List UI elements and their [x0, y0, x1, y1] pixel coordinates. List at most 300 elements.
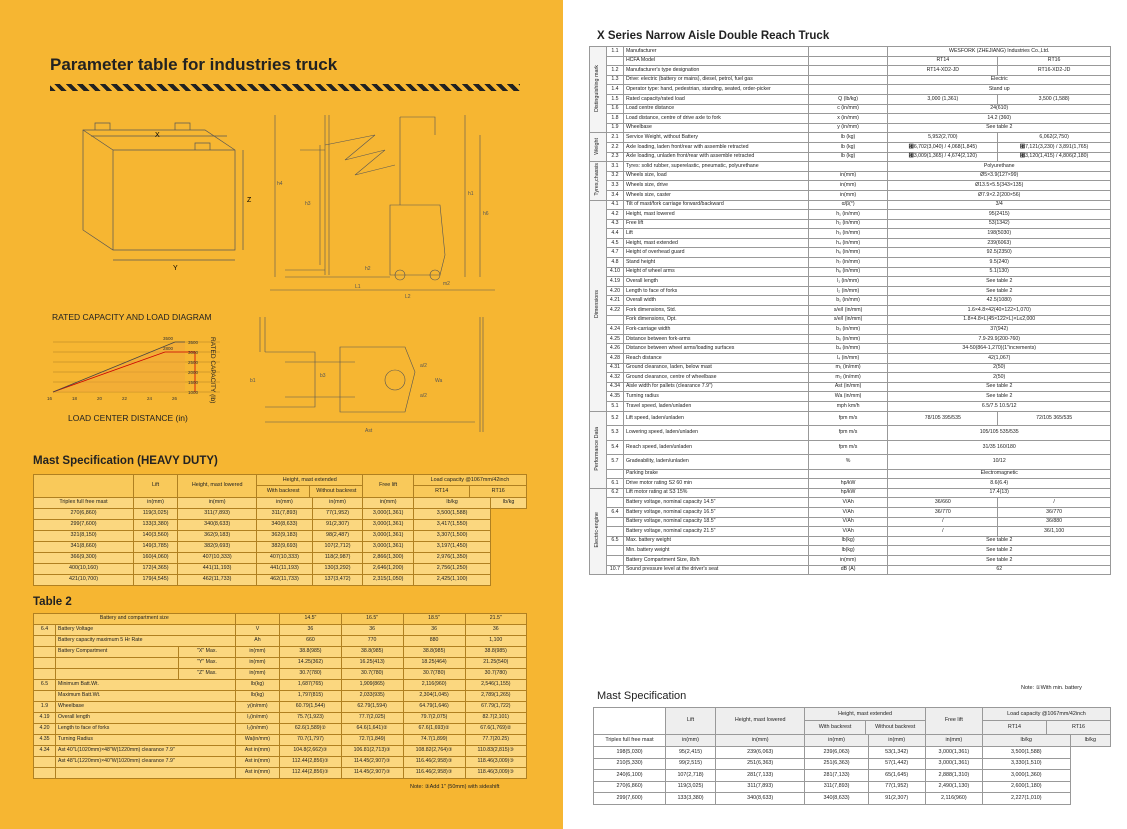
dim-h4: h4	[277, 181, 283, 187]
table-cell: 4.8	[606, 258, 623, 268]
table-cell: 38.8(985)	[403, 647, 465, 658]
table-cell: V	[235, 625, 280, 636]
table-cell: WESFORK (ZHEJIANG) Industries Co.,Ltd.	[888, 47, 1111, 57]
table-row	[34, 735, 527, 746]
table-cell: See table 2	[888, 546, 1111, 556]
table-cell: Overall width	[623, 296, 808, 306]
truck-top-diagram	[245, 312, 505, 437]
cap-tick-1000: 1000	[188, 390, 199, 395]
table-cell: Wheels size, caster	[623, 190, 808, 200]
load-diagram-chart	[45, 332, 240, 412]
table-cell: 91(2,307)	[868, 793, 925, 805]
table-cell: See table 2	[888, 123, 1111, 133]
table-cell: 4.28	[606, 354, 623, 364]
table-cell: 36	[465, 625, 526, 636]
table-row	[590, 363, 1111, 373]
table-cell: 8.6(6.4)	[888, 479, 1111, 489]
table-cell: h₂ (in/mm)	[808, 219, 888, 229]
col-with-backrest: With backrest	[257, 486, 310, 497]
table-cell: 198(5030)	[888, 229, 1111, 239]
table-cell	[606, 527, 623, 537]
cap-tick-3500: 3500	[188, 340, 199, 345]
table-cell: 311(7,893)	[715, 781, 804, 793]
table-cell: 6.4	[34, 625, 56, 636]
table-cell: Battery voltage, nominal capacity 16.5"	[623, 507, 808, 517]
table-row	[590, 325, 1111, 335]
table-cell: Tyres: solid rubber, superelastic, pneumatic, polyurethane	[623, 162, 808, 172]
table-cell: %	[808, 455, 888, 470]
table-row	[590, 536, 1111, 546]
table-cell: 6.5	[606, 536, 623, 546]
table-cell: 57(1,442)	[868, 758, 925, 770]
group-label	[590, 162, 607, 200]
table-cell: s/e/l (in/mm)	[808, 306, 888, 316]
table-cell: 2.1	[606, 133, 623, 143]
table-cell: 77(1,952)	[868, 781, 925, 793]
table-cell: 321(8,150)	[34, 531, 134, 542]
r-col-free-lift: Free lift	[925, 708, 982, 735]
table-cell: 1.5	[606, 94, 623, 104]
table-cell: mph km/h	[808, 401, 888, 411]
table-row	[590, 411, 1111, 426]
table-row	[590, 373, 1111, 383]
table-cell: 281(7,133)	[715, 770, 804, 782]
table-cell: 270(6,860)	[34, 509, 134, 520]
table-row	[590, 565, 1111, 575]
unit-cell: in(mm)	[312, 498, 363, 509]
table-cell: Sound pressure level at the driver's seat	[623, 565, 808, 575]
table-cell: 30.7(780)	[465, 669, 526, 680]
rated-capacity-title: RATED CAPACITY AND LOAD DIAGRAM	[52, 312, 212, 322]
table-row	[590, 85, 1111, 95]
table-cell: Lift	[623, 229, 808, 239]
table-row	[34, 757, 527, 768]
table-cell: 362(9,183)	[257, 531, 313, 542]
table-cell: 441(11,193)	[178, 564, 257, 575]
table-cell: h₇ (in/mm)	[808, 258, 888, 268]
table-cell	[34, 658, 56, 669]
r-col-lowered: Height, mast lowered	[715, 708, 804, 735]
table-cell: y (in/mm)	[808, 123, 888, 133]
table-row	[590, 104, 1111, 114]
table-cell: Battery Compartment	[56, 647, 179, 658]
table-cell: 2,789(1,265)	[465, 691, 526, 702]
table-cell	[56, 768, 236, 779]
table-cell: 18.25(464)	[403, 658, 465, 669]
table-cell: 3,000(1,361)	[363, 542, 414, 553]
table-cell: 6,062(2,750)	[998, 133, 1111, 143]
group-label	[590, 411, 607, 488]
table-cell: See table 2	[888, 277, 1111, 287]
cap-tick-2500: 2500	[188, 360, 199, 365]
table-cell: Ground clearance, centre of wheelbase	[623, 373, 808, 383]
table-cell: dB (A)	[808, 565, 888, 575]
table-row	[590, 306, 1111, 316]
table-row	[34, 713, 527, 724]
table-cell: 4.22	[606, 306, 623, 316]
table-cell: 17.4(13)	[888, 488, 1111, 498]
table-cell: Wa (in/mm)	[808, 392, 888, 402]
table-cell: Ast (in/mm)	[808, 382, 888, 392]
dim-h2: h2	[365, 266, 371, 272]
table-cell: Ø13.5×5.5(343×135)	[888, 181, 1111, 191]
table-cell: lb (kg)	[808, 152, 888, 162]
table-cell: 10/12	[888, 455, 1111, 470]
table-cell: 311(7,893)	[257, 509, 313, 520]
table-cell: V/Ah	[808, 507, 888, 517]
table-cell: See table 2	[888, 392, 1111, 402]
unit-cell: lb/kg	[491, 498, 527, 509]
table-cell: 3,000(1,361)	[925, 747, 982, 759]
table-row	[590, 142, 1111, 152]
table-row	[594, 770, 1111, 782]
col-without-backrest: Without backrest	[316, 488, 357, 494]
table-row	[594, 747, 1111, 759]
table-cell: 38.8(985)	[341, 647, 403, 658]
curve-label-3500: 3500	[163, 336, 174, 341]
table-cell: 4.34	[606, 382, 623, 392]
table-cell: 251(6,363)	[715, 758, 804, 770]
table-cell: 366(9,300)	[34, 553, 134, 564]
dim-a2-bottom: a/2	[420, 393, 427, 399]
table-cell: 82.7(2,101)	[465, 713, 526, 724]
table-row	[34, 724, 527, 735]
table-cell: 64.6(1,641)②	[341, 724, 403, 735]
table-cell: Gradeability, laden/unladen	[623, 455, 808, 470]
table-cell: See table 2	[888, 536, 1111, 546]
table-cell: α/β(°)	[808, 200, 888, 210]
group-label-text: Performance Data	[594, 426, 601, 471]
dim-a2-top: a/2	[420, 363, 427, 369]
table-cell: l₂ (in/mm)	[808, 286, 888, 296]
table-cell: 53(1342)	[888, 219, 1111, 229]
table-row	[34, 680, 527, 691]
dim-l1: L1	[355, 284, 361, 290]
unit-cell: in(mm)	[868, 735, 925, 747]
table-row	[590, 238, 1111, 248]
table-cell: 6.2	[606, 488, 623, 498]
unit-cell: lb/kg	[1070, 735, 1110, 747]
table-cell: b₁ (in/mm)	[808, 296, 888, 306]
table-cell: Battery voltage, nominal capacity 21.5"	[623, 527, 808, 537]
table-cell	[808, 47, 888, 57]
table-cell: 104.8(2,662)③	[280, 746, 341, 757]
table-cell: 1,797(815)	[280, 691, 341, 702]
table-cell: Wheels size, drive	[623, 181, 808, 191]
x-tick-20: 20	[97, 396, 103, 401]
mast-spec-heavy-title: Mast Specification (HEAVY DUTY)	[33, 455, 218, 467]
table-cell: 118.46(3,009)③	[465, 768, 526, 779]
table-cell: y(in/mm)	[235, 702, 280, 713]
table-cell: 3,000 (1,361)	[888, 94, 998, 104]
table-cell: 4.4	[606, 229, 623, 239]
table-cell: 1.9	[34, 702, 56, 713]
table-cell: 98(2,487)	[312, 531, 363, 542]
table-cell: 3.2	[606, 171, 623, 181]
table-cell: b₃ (in/mm)	[808, 325, 888, 335]
mast-spec-title: Mast Specification	[597, 690, 687, 702]
table-row	[590, 267, 1111, 277]
table-cell: 114.45(2,907)③	[341, 757, 403, 768]
table-cell: 6.5	[34, 680, 56, 691]
table-cell: h₄ (in/mm)	[808, 238, 888, 248]
x-tick-18: 18	[72, 396, 78, 401]
group-label	[590, 47, 607, 133]
table-cell: 38.8(985)	[280, 647, 341, 658]
table-cell: Manufacturer	[623, 47, 808, 57]
table-cell	[34, 757, 56, 768]
table-cell: 6.4	[606, 507, 623, 517]
group-label	[590, 133, 607, 162]
table-cell: 251(6,363)	[805, 758, 868, 770]
table-cell: 3,197(1,450)	[413, 542, 490, 553]
table-cell: 3,330(1,510)	[982, 758, 1070, 770]
table-cell	[606, 56, 623, 66]
table-cell: 2,425(1,100)	[413, 575, 490, 586]
table-cell: HCFA Model	[623, 56, 808, 66]
table-cell: 160(4,060)	[134, 553, 178, 564]
table-cell: 1,909(865)	[341, 680, 403, 691]
table-cell: 5.1	[606, 401, 623, 411]
table-cell: 4.19	[606, 277, 623, 287]
table-cell: 2,315(1,050)	[363, 575, 414, 586]
dim-l2: L2	[405, 294, 411, 300]
table-cell: 16.25(413)	[341, 658, 403, 669]
table-cell: 2,490(1,130)	[925, 781, 982, 793]
table-cell: V/Ah	[808, 498, 888, 508]
table2-note: Note: ③Add 1" (50mm) with sideshift	[410, 784, 500, 790]
table-cell: 660	[280, 636, 341, 647]
table-cell: 137(3,472)	[312, 575, 363, 586]
table-cell: Wheels size, load	[623, 171, 808, 181]
table-cell: in(mm)	[235, 647, 280, 658]
table-cell: 6.1	[606, 479, 623, 489]
table-row	[34, 768, 527, 779]
table-cell: 112.44(2,856)③	[280, 768, 341, 779]
hazard-stripe	[50, 84, 520, 91]
table-cell: Distance between wheel arms/loading surfaces	[623, 344, 808, 354]
group-label	[590, 488, 607, 574]
table-cell: 6.5/7.5 10.5/12	[888, 401, 1111, 411]
group-label-text: Dimensions	[594, 290, 601, 319]
table-cell: 382(9,693)	[257, 542, 313, 553]
table-cell: h₆ (in/mm)	[808, 248, 888, 258]
load-center-axis: LOAD CENTER DISTANCE (in)	[68, 413, 188, 423]
table-cell: 172(4,365)	[134, 564, 178, 575]
table-cell: 2,756(1,250)	[413, 564, 490, 575]
table-cell: 3,307(1,500)	[413, 531, 490, 542]
table-cell: Overall length	[623, 277, 808, 287]
table-cell: 107(2,712)	[312, 542, 363, 553]
table-row	[590, 334, 1111, 344]
table-cell: 3.3	[606, 181, 623, 191]
table-cell: 382(9,693)	[178, 542, 257, 553]
table-cell: 67.6(1,769)②	[465, 724, 526, 735]
table-cell: hp/kW	[808, 488, 888, 498]
spec-table	[589, 46, 1111, 575]
t2-head-165: 16.5"	[341, 614, 403, 625]
dim-ast: Ast	[365, 428, 373, 434]
table-cell: Ast in(mm)	[235, 746, 280, 757]
table-row	[590, 382, 1111, 392]
dim-b3: b3	[320, 373, 326, 379]
right-page	[563, 0, 1127, 829]
table-cell: 36/880	[998, 517, 1111, 527]
col-lift: Lift	[134, 475, 178, 498]
table-cell: 67.6(1,693)②	[403, 724, 465, 735]
table-cell: 112.44(2,856)③	[280, 757, 341, 768]
table-cell: 4.10	[606, 267, 623, 277]
table-cell	[808, 469, 888, 479]
unit-cell: in(mm)	[925, 735, 982, 747]
table-cell: 107(2,718)	[666, 770, 716, 782]
table-row	[590, 392, 1111, 402]
table-cell: 311(7,893)	[805, 781, 868, 793]
table-row	[34, 658, 527, 669]
dim-m2: m2	[443, 281, 450, 287]
table-cell: 270(6,860)	[594, 781, 666, 793]
table-cell: b₅ (in/mm)	[808, 334, 888, 344]
table-row	[34, 520, 527, 531]
table-row	[590, 229, 1111, 239]
table-cell: 4.31	[606, 363, 623, 373]
table-cell: Lift speed, laden/unladen	[623, 411, 808, 426]
table-cell: 2(50)	[888, 363, 1111, 373]
table-cell: ␷7,121(3,230) / 3,891(1,765)	[998, 142, 1111, 152]
col-extended: Height, mast extended	[257, 475, 362, 486]
table-row	[590, 546, 1111, 556]
table-cell: m₁ (in/mm)	[808, 363, 888, 373]
table-cell: Electric	[888, 75, 1111, 85]
unit-cell: in(mm)	[715, 735, 804, 747]
table-cell: Load distance, centre of drive axle to fork	[623, 114, 808, 124]
table-cell: 3,417(1,550)	[413, 520, 490, 531]
table-cell: 462(11,733)	[178, 575, 257, 586]
table-cell: Battery Voltage	[56, 625, 236, 636]
table-cell: 239(6,063)	[715, 747, 804, 759]
table-cell	[34, 636, 56, 647]
table-cell: 1,687(765)	[280, 680, 341, 691]
table-cell: 36/660	[888, 498, 998, 508]
r-col-extended: Height, mast extended	[805, 708, 924, 721]
table-row	[590, 555, 1111, 565]
table-cell: 3,000(1,360)	[982, 770, 1070, 782]
table-cell: 179(4,545)	[134, 575, 178, 586]
table-cell: ␷3,120(1,415) / 4,806(2,180)	[998, 152, 1111, 162]
table-row	[34, 542, 527, 553]
table-cell: 3.4	[606, 190, 623, 200]
table-cell: 36/770	[888, 507, 998, 517]
table-cell: 2,888(1,310)	[925, 770, 982, 782]
table-cell: 407(10,333)	[178, 553, 257, 564]
table-cell: in(mm)	[808, 555, 888, 565]
table-cell: 21.25(540)	[465, 658, 526, 669]
table-cell: 133(3,380)	[666, 793, 716, 805]
table-row	[590, 133, 1111, 143]
table-cell: l₁ (in/mm)	[808, 277, 888, 287]
table-cell: 462(11,733)	[257, 575, 313, 586]
table-cell: 239(6,063)	[805, 747, 868, 759]
table-cell: 3,000(1,361)	[363, 531, 414, 542]
table-cell: Ast in(mm)	[235, 768, 280, 779]
table-row	[590, 507, 1111, 517]
table-cell: 95(2,415)	[666, 747, 716, 759]
table-cell: 1.3	[606, 75, 623, 85]
table-cell: lb(kg)	[235, 691, 280, 702]
table-cell: Lift motor rating at S3 15%	[623, 488, 808, 498]
table-row	[34, 564, 527, 575]
table-cell: 2,600(1,180)	[982, 781, 1070, 793]
table-row	[34, 636, 527, 647]
group-label-text: Tyres,chassis	[594, 163, 601, 197]
table-cell: 62	[888, 565, 1111, 575]
table-cell: 2,304(1,045)	[403, 691, 465, 702]
table-cell: 99(2,515)	[666, 758, 716, 770]
table-cell: 4.24	[606, 325, 623, 335]
table-cell: 78/105 395/535	[888, 411, 998, 426]
table-cell: Min. battery weight	[623, 546, 808, 556]
table-cell: RT14-XD2-JD	[888, 66, 998, 76]
table-cell: 240(6,100)	[594, 770, 666, 782]
table-cell: 38.8(985)	[465, 647, 526, 658]
table-cell: 4.7	[606, 248, 623, 258]
table-cell: Length to face of forks	[56, 724, 236, 735]
table-cell: lb (kg)	[808, 142, 888, 152]
table-cell: 133(3,380)	[134, 520, 178, 531]
table-cell: 108.82(2,764)③	[403, 746, 465, 757]
table-row	[590, 440, 1111, 455]
table-row	[594, 793, 1111, 805]
table-cell: 2,116(960)	[403, 680, 465, 691]
table-cell: Ah	[235, 636, 280, 647]
table-row	[590, 498, 1111, 508]
left-page	[0, 0, 563, 829]
table-cell	[808, 66, 888, 76]
table-cell: 64.79(1,646)	[403, 702, 465, 713]
table-cell: 2(50)	[888, 373, 1111, 383]
table-cell: 341(8,660)	[34, 542, 134, 553]
table-cell: 2,866(1,300)	[363, 553, 414, 564]
table-row	[590, 401, 1111, 411]
table-cell: 75.7(1,923)	[280, 713, 341, 724]
table-cell: Height, mast extended	[623, 238, 808, 248]
table-cell: 770	[341, 636, 403, 647]
table-cell: Aisle width for pallets (clearance 7.9")	[623, 382, 808, 392]
table-cell: /	[888, 517, 998, 527]
col-lowered: Height, mast lowered	[178, 475, 257, 498]
table-cell: 340(8,633)	[805, 793, 868, 805]
table-row	[590, 66, 1111, 76]
table-row	[590, 190, 1111, 200]
table-cell: 74.7(1,899)	[403, 735, 465, 746]
table-cell: 1.4	[606, 85, 623, 95]
dim-h1: h1	[468, 191, 474, 197]
table-cell	[34, 768, 56, 779]
table-cell: 36/770	[998, 507, 1111, 517]
table-row	[590, 94, 1111, 104]
table-cell	[808, 162, 888, 172]
table-cell: 2.3	[606, 152, 623, 162]
table-cell: Tilt of mast/fork carriage forward/backward	[623, 200, 808, 210]
table-row	[590, 469, 1111, 479]
table-row	[34, 531, 527, 542]
table-cell	[808, 56, 888, 66]
table-cell: 30.7(780)	[341, 669, 403, 680]
table-cell: 67.79(1,722)	[465, 702, 526, 713]
battery-box-diagram	[55, 110, 255, 280]
table-cell: 118(2,987)	[312, 553, 363, 564]
r-col-without-backrest: Without backrest	[875, 724, 916, 730]
